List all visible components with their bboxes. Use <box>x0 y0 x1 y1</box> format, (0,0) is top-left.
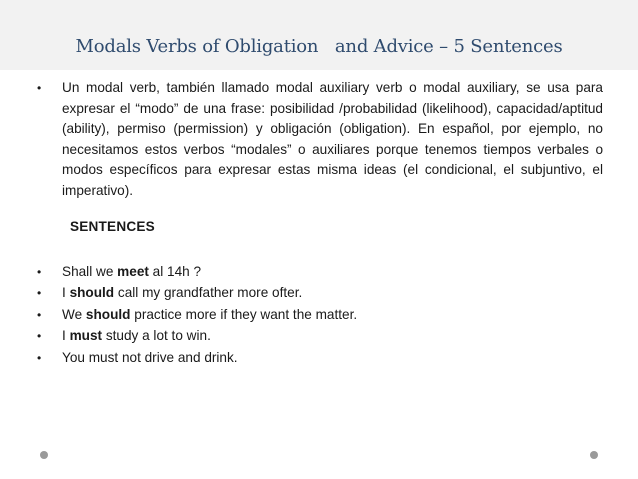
modal-verb: must <box>69 328 103 343</box>
bullet-marker: • <box>37 307 42 322</box>
decorative-dot-right <box>590 451 598 459</box>
sentence-text: You must not drive and drink. <box>62 349 238 365</box>
list-item <box>37 283 603 304</box>
intro-bullet <box>37 78 603 201</box>
decorative-dot-left <box>40 451 48 459</box>
slide-title: Modals Verbs of Obligation and Advice – 5 Sentences <box>75 36 563 57</box>
sentence-text: I should call my grandfather more ofter. <box>62 285 303 300</box>
list-item <box>37 262 603 283</box>
modal-verb: should <box>85 306 131 322</box>
bullet-marker: • <box>37 264 42 279</box>
modal-verb: should <box>69 285 115 300</box>
sentence-list <box>37 262 603 369</box>
bullet-marker: • <box>37 81 42 95</box>
bullet-marker: • <box>37 350 42 365</box>
slide-content <box>37 78 603 369</box>
sentence-text: We should practice more if they want the matter. <box>62 306 358 322</box>
list-item <box>37 326 603 347</box>
intro-paragraph: Un modal verb, también llamado modal auxiliary verb o modal auxiliary, se usa para expresar el “modo” de una frase: posibilidad /probabilidad (likelihood), capacidad/aptitud (ability), permiso (permission) y obligación (obligation). En español, por ejemplo, no necesitamos estos verbos “modales” o auxiliares porque tenemos tiempos verbales o modos específicos para expresar estas misma ideas (el condicional, el subjuntivo, el imperativo). <box>62 80 603 198</box>
bullet-marker: • <box>37 329 42 343</box>
list-item <box>37 305 603 326</box>
bullet-marker: • <box>37 286 42 300</box>
sentence-text: Shall we meet al 14h ? <box>62 263 202 279</box>
title-bar <box>0 0 638 70</box>
sentence-text: I must study a lot to win. <box>62 328 211 343</box>
modal-verb: meet <box>117 263 149 279</box>
list-item <box>37 348 603 369</box>
section-heading: SENTENCES <box>70 219 155 234</box>
